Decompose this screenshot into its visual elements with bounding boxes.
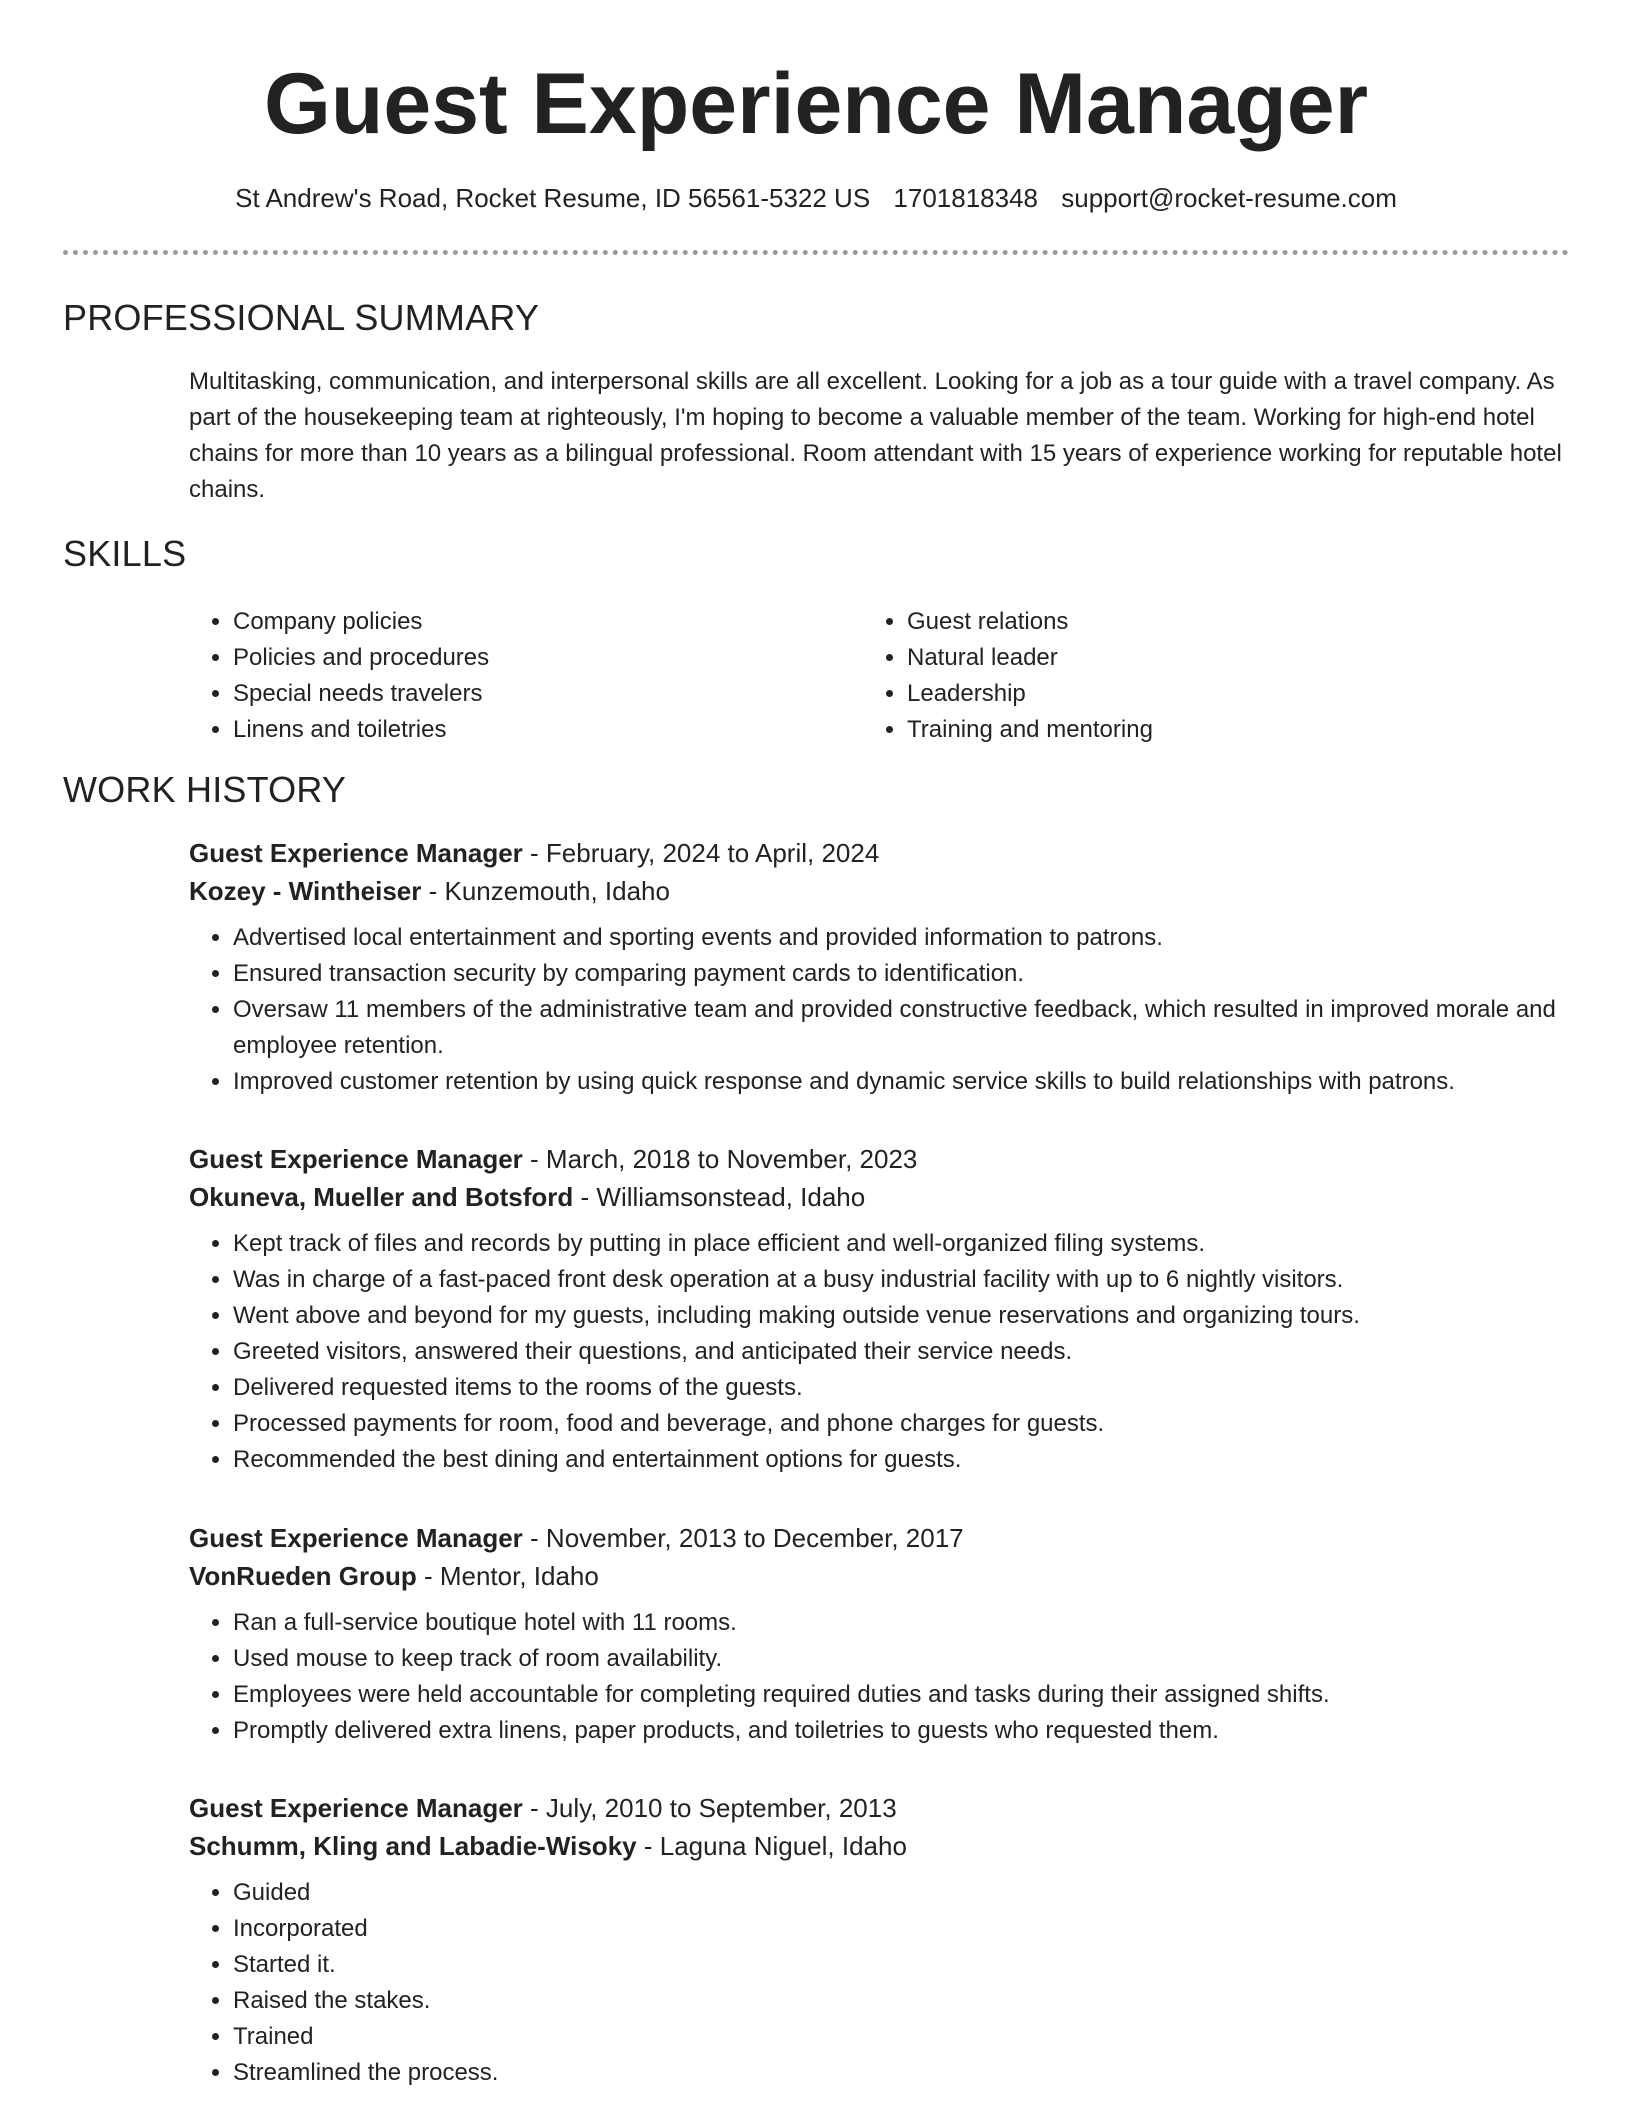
skill-item: • Training and mentoring [907,712,1503,748]
contact-phone: 1701818348 [893,183,1039,213]
job-bullet: • Was in charge of a fast-paced front desk operation at a busy industrial facility with up to 6 nightly visitors. [233,1262,1569,1298]
job-bullet: • Employees were held accountable for completing required duties and tasks during their assigned shifts. [233,1677,1569,1713]
job-dates: - March, 2018 to November, 2023 [522,1144,918,1174]
job-bullet: • Trained [233,2019,1569,2055]
skill-item: • Guest relations [907,604,1503,640]
job-bullet: • Used mouse to keep track of room availability. [233,1641,1569,1677]
job-bullet: • Streamlined the process. [233,2055,1569,2091]
job-dates: - February, 2024 to April, 2024 [522,838,880,868]
job-title-line [189,1140,1569,1178]
skill-item: • Leadership [907,676,1503,712]
job-bullet: • Greeted visitors, answered their questions, and anticipated their service needs. [233,1334,1569,1370]
job-bullet: • Promptly delivered extra linens, paper products, and toiletries to guests who requested them. [233,1713,1569,1749]
job-bullet: • Started it. [233,1947,1569,1983]
summary-text: Multitasking, communication, and interpersonal skills are all excellent. Looking for a job as a tour guide with a travel company. As part of the housekeeping team at righteously, I'm hoping to become a valuable member of the team. Working for high-end hotel chains for more than 10 years as a bilingual professional. Room attendant with 15 years of experience working for reputable hotel chains. [189,368,1562,503]
job-dates: - November, 2013 to December, 2017 [522,1523,964,1553]
skill-item: • Policies and procedures [233,640,829,676]
job-company: VonRueden Group [189,1561,417,1591]
job-entry [189,834,1569,1100]
job-bullets [189,1226,1569,1478]
job-bullet: • Delivered requested items to the rooms of the guests. [233,1370,1569,1406]
contact-line [0,180,1632,216]
candidate-name: Guest Experience Manager [263,56,1369,152]
job-role: Guest Experience Manager [189,1523,523,1553]
job-role: Guest Experience Manager [189,1793,523,1823]
job-bullet: • Raised the stakes. [233,1983,1569,2019]
job-role: Guest Experience Manager [189,1144,523,1174]
header-divider [63,250,1569,255]
job-bullet: • Ran a full-service boutique hotel with 11 rooms. [233,1605,1569,1641]
job-company-line [189,1178,1569,1216]
job-company-line [189,1557,1569,1595]
job-entry [189,1140,1569,1478]
job-bullets [189,1875,1569,2091]
job-bullets [189,1605,1569,1749]
job-role: Guest Experience Manager [189,838,523,868]
job-bullet: • Incorporated [233,1911,1569,1947]
job-bullet: • Went above and beyond for my guests, including making outside venue reservations and organizing tours. [233,1298,1569,1334]
job-company: Schumm, Kling and Labadie-Wisoky [189,1831,637,1861]
job-location: - Laguna Niguel, Idaho [636,1831,907,1861]
job-bullet: • Kept track of files and records by putting in place efficient and well-organized filing systems. [233,1226,1569,1262]
skills-list-right [863,604,1503,748]
job-entry [189,1519,1569,1749]
skill-item: • Special needs travelers [233,676,829,712]
section-title-summary: PROFESSIONAL SUMMARY [63,297,540,338]
job-company-line [189,1827,1569,1865]
job-title-line [189,1789,1569,1827]
job-dates: - July, 2010 to September, 2013 [522,1793,897,1823]
skills-list-left [189,604,829,748]
job-bullet: • Ensured transaction security by comparing payment cards to identification. [233,956,1569,992]
job-bullet: • Processed payments for room, food and beverage, and phone charges for guests. [233,1406,1569,1442]
job-bullets [189,920,1569,1100]
contact-email: support@rocket-resume.com [1061,183,1397,213]
contact-address: St Andrew's Road, Rocket Resume, ID 56561-5322 US [235,183,871,213]
job-location: - Kunzemouth, Idaho [421,876,670,906]
job-company: Okuneva, Mueller and Botsford [189,1182,574,1212]
section-title-skills: SKILLS [63,533,187,574]
section-title-work-history: WORK HISTORY [63,769,347,810]
job-company: Kozey - Wintheiser [189,876,422,906]
job-title-line [189,834,1569,872]
skill-item: • Natural leader [907,640,1503,676]
job-location: - Williamsonstead, Idaho [573,1182,866,1212]
skills-column-right [863,604,1503,748]
job-bullet: • Advertised local entertainment and sporting events and provided information to patrons. [233,920,1569,956]
job-entry [189,1789,1569,2091]
job-bullet: • Guided [233,1875,1569,1911]
skill-item: • Company policies [233,604,829,640]
job-bullet: • Recommended the best dining and entertainment options for guests. [233,1442,1569,1478]
job-bullet: • Oversaw 11 members of the administrative team and provided constructive feedback, which resulted in improved morale and employee retention. [233,992,1569,1064]
job-location: - Mentor, Idaho [416,1561,599,1591]
skills-column-left [189,604,829,748]
skill-item: • Linens and toiletries [233,712,829,748]
job-title-line [189,1519,1569,1557]
job-bullet: • Improved customer retention by using quick response and dynamic service skills to build relationships with patrons. [233,1064,1569,1100]
job-company-line [189,872,1569,910]
